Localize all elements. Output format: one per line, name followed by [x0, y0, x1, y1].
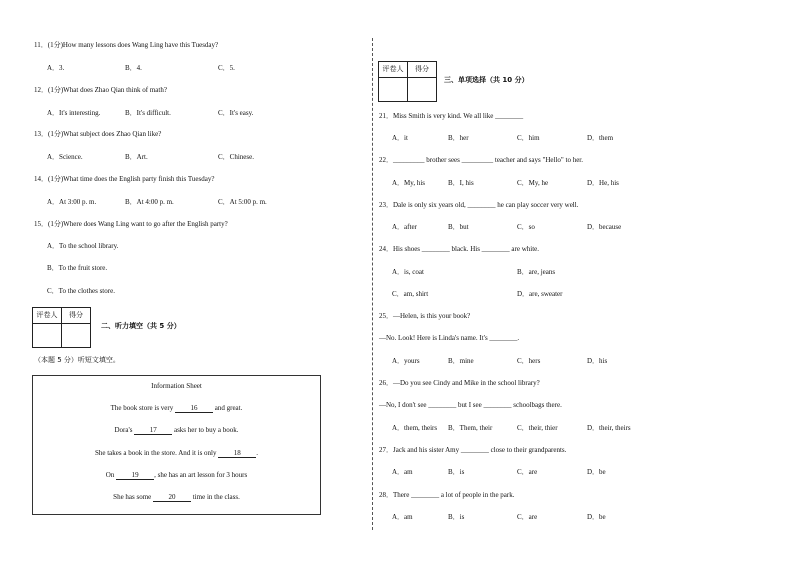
question-15-option-c[interactable]: C．To the clothes store.	[47, 287, 115, 295]
grader-cell[interactable]	[33, 324, 62, 348]
question-24-option-a[interactable]: A．is, coat	[392, 268, 424, 276]
question-23-stem: 23．Dale is only six years old, ________ he can play soccer very well.	[379, 201, 579, 209]
blank-20[interactable]: 20	[153, 494, 191, 502]
question-28-option-a[interactable]: A．am	[392, 513, 413, 521]
question-14-stem: 14．(1分)What time does the English party finish this Tuesday?	[34, 175, 215, 183]
question-27-option-c[interactable]: C．are	[517, 468, 538, 476]
info-line-19	[33, 472, 320, 480]
grader-label: 评卷人	[33, 308, 62, 324]
grader-table-section-3	[378, 61, 437, 102]
blank-17[interactable]: 17	[134, 427, 172, 435]
question-25-stem: 25．—Helen, is this your book?	[379, 312, 471, 320]
question-24-option-c[interactable]: C．am, shirt	[392, 290, 429, 298]
score-label: 得分	[408, 62, 437, 78]
question-23-option-b[interactable]: B．but	[448, 223, 469, 231]
column-divider	[372, 38, 373, 530]
question-25-option-c[interactable]: C．hers	[517, 357, 541, 365]
question-23-option-c[interactable]: C．so	[517, 223, 535, 231]
question-26-option-b[interactable]: B．Them, their	[448, 424, 493, 432]
score-cell[interactable]	[408, 78, 437, 102]
question-13-option-a[interactable]: A．Science.	[47, 153, 83, 161]
info-line-17-post: asks her to buy a book.	[173, 426, 239, 434]
question-27-option-b[interactable]: B．is	[448, 468, 465, 476]
information-sheet-title: Information Sheet	[151, 382, 202, 390]
question-28-option-d[interactable]: D．be	[587, 513, 606, 521]
question-24-option-d[interactable]: D．are, sweater	[517, 290, 563, 298]
question-28-option-b[interactable]: B．is	[448, 513, 465, 521]
blank-18[interactable]: 18	[218, 450, 256, 458]
question-15-option-a[interactable]: A．To the school library.	[47, 242, 119, 250]
question-14-option-a[interactable]: A．At 3:00 p. m.	[47, 198, 97, 206]
section-3-title: 三、单项选择（共 10 分）	[444, 76, 529, 84]
info-line-20-post: time in the class.	[192, 493, 240, 501]
question-12-option-a[interactable]: A．It's interesting.	[47, 109, 101, 117]
question-22-stem: 22．_________ brother sees _________ teacher and says "Hello" to her.	[379, 156, 584, 164]
question-14-option-c[interactable]: C．At 5:00 p. m.	[218, 198, 267, 206]
question-12-stem: 12．(1分)What does Zhao Qian think of math?	[34, 86, 167, 94]
question-21-option-b[interactable]: B．her	[448, 134, 469, 142]
information-sheet	[32, 375, 321, 515]
question-25-option-b[interactable]: B．mine	[448, 357, 474, 365]
question-27-stem: 27．Jack and his sister Amy ________ close to their grandparents.	[379, 446, 567, 454]
question-24-stem: 24．His shoes ________ black. His ________ are white.	[379, 245, 540, 253]
question-26-option-c[interactable]: C．their, thier	[517, 424, 558, 432]
question-26-reply: —No, I don't see ________ but I see ________ schoolbags there.	[379, 401, 562, 409]
info-line-20	[33, 494, 320, 502]
question-15-option-b[interactable]: B．To the fruit store.	[47, 264, 108, 272]
section-2-title: 二、听力填空（共 5 分）	[101, 322, 181, 330]
info-line-18	[33, 450, 320, 458]
question-25-reply: —No. Look! Here is Linda's name. It's ________.	[379, 334, 520, 342]
blank-19[interactable]: 19	[116, 472, 154, 480]
info-line-16-pre: The book store is very	[110, 404, 174, 412]
score-label: 得分	[62, 308, 91, 324]
grader-label: 评卷人	[379, 62, 408, 78]
question-21-option-d[interactable]: D．them	[587, 134, 614, 142]
question-21-stem: 21．Miss Smith is very kind. We all like ________	[379, 112, 524, 120]
info-line-18-pre: She takes a book in the store. And it is only	[94, 449, 217, 457]
question-26-stem: 26．—Do you see Cindy and Mike in the school library?	[379, 379, 540, 387]
score-cell[interactable]	[62, 324, 91, 348]
question-21-option-c[interactable]: C．him	[517, 134, 540, 142]
info-line-17	[33, 427, 320, 435]
question-24-option-b[interactable]: B．are, jeans	[517, 268, 556, 276]
question-22-option-a[interactable]: A．My, his	[392, 179, 425, 187]
question-23-option-d[interactable]: D．because	[587, 223, 622, 231]
question-11-stem: 11．(1分)How many lessons does Wang Ling have this Tuesday?	[34, 41, 219, 49]
question-22-option-b[interactable]: B．I, his	[448, 179, 474, 187]
info-line-19-pre: On	[105, 471, 115, 479]
question-14-option-b[interactable]: B．At 4:00 p. m.	[125, 198, 174, 206]
question-12-option-c[interactable]: C．It's easy.	[218, 109, 254, 117]
question-12-option-b[interactable]: B．It's difficult.	[125, 109, 171, 117]
info-line-17-pre: Dora's	[114, 426, 133, 434]
question-11-option-a[interactable]: A．3.	[47, 64, 65, 72]
question-13-stem: 13．(1分)What subject does Zhao Qian like?	[34, 130, 162, 138]
question-27-option-d[interactable]: D．be	[587, 468, 606, 476]
question-15-stem: 15．(1分)Where does Wang Ling want to go after the English party?	[34, 220, 228, 228]
question-26-option-d[interactable]: D．their, theirs	[587, 424, 631, 432]
question-22-option-d[interactable]: D．He, his	[587, 179, 619, 187]
grader-cell[interactable]	[379, 78, 408, 102]
question-13-option-c[interactable]: C．Chinese.	[218, 153, 254, 161]
question-25-option-a[interactable]: A．yours	[392, 357, 420, 365]
question-13-option-b[interactable]: B．Art.	[125, 153, 148, 161]
question-25-option-d[interactable]: D．his	[587, 357, 608, 365]
info-line-16	[33, 405, 320, 413]
info-line-16-post: and great.	[214, 404, 243, 412]
question-22-option-c[interactable]: C．My, he	[517, 179, 549, 187]
info-line-20-pre: She has some	[113, 493, 152, 501]
question-11-option-b[interactable]: B．4.	[125, 64, 142, 72]
blank-16[interactable]: 16	[175, 405, 213, 413]
question-27-option-a[interactable]: A．am	[392, 468, 413, 476]
question-28-option-c[interactable]: C．are	[517, 513, 538, 521]
question-21-option-a[interactable]: A．it	[392, 134, 408, 142]
section-2-note: （本题 5 分）听短文填空。	[34, 356, 120, 364]
info-line-19-post: , she has an art lesson for 3 hours	[154, 471, 248, 479]
info-line-18-post: .	[256, 449, 258, 457]
grader-table-section-2	[32, 307, 91, 348]
question-26-option-a[interactable]: A．them, theirs	[392, 424, 438, 432]
question-28-stem: 28．There ________ a lot of people in the park.	[379, 491, 515, 499]
question-23-option-a[interactable]: A．after	[392, 223, 417, 231]
question-11-option-c[interactable]: C．5.	[218, 64, 235, 72]
